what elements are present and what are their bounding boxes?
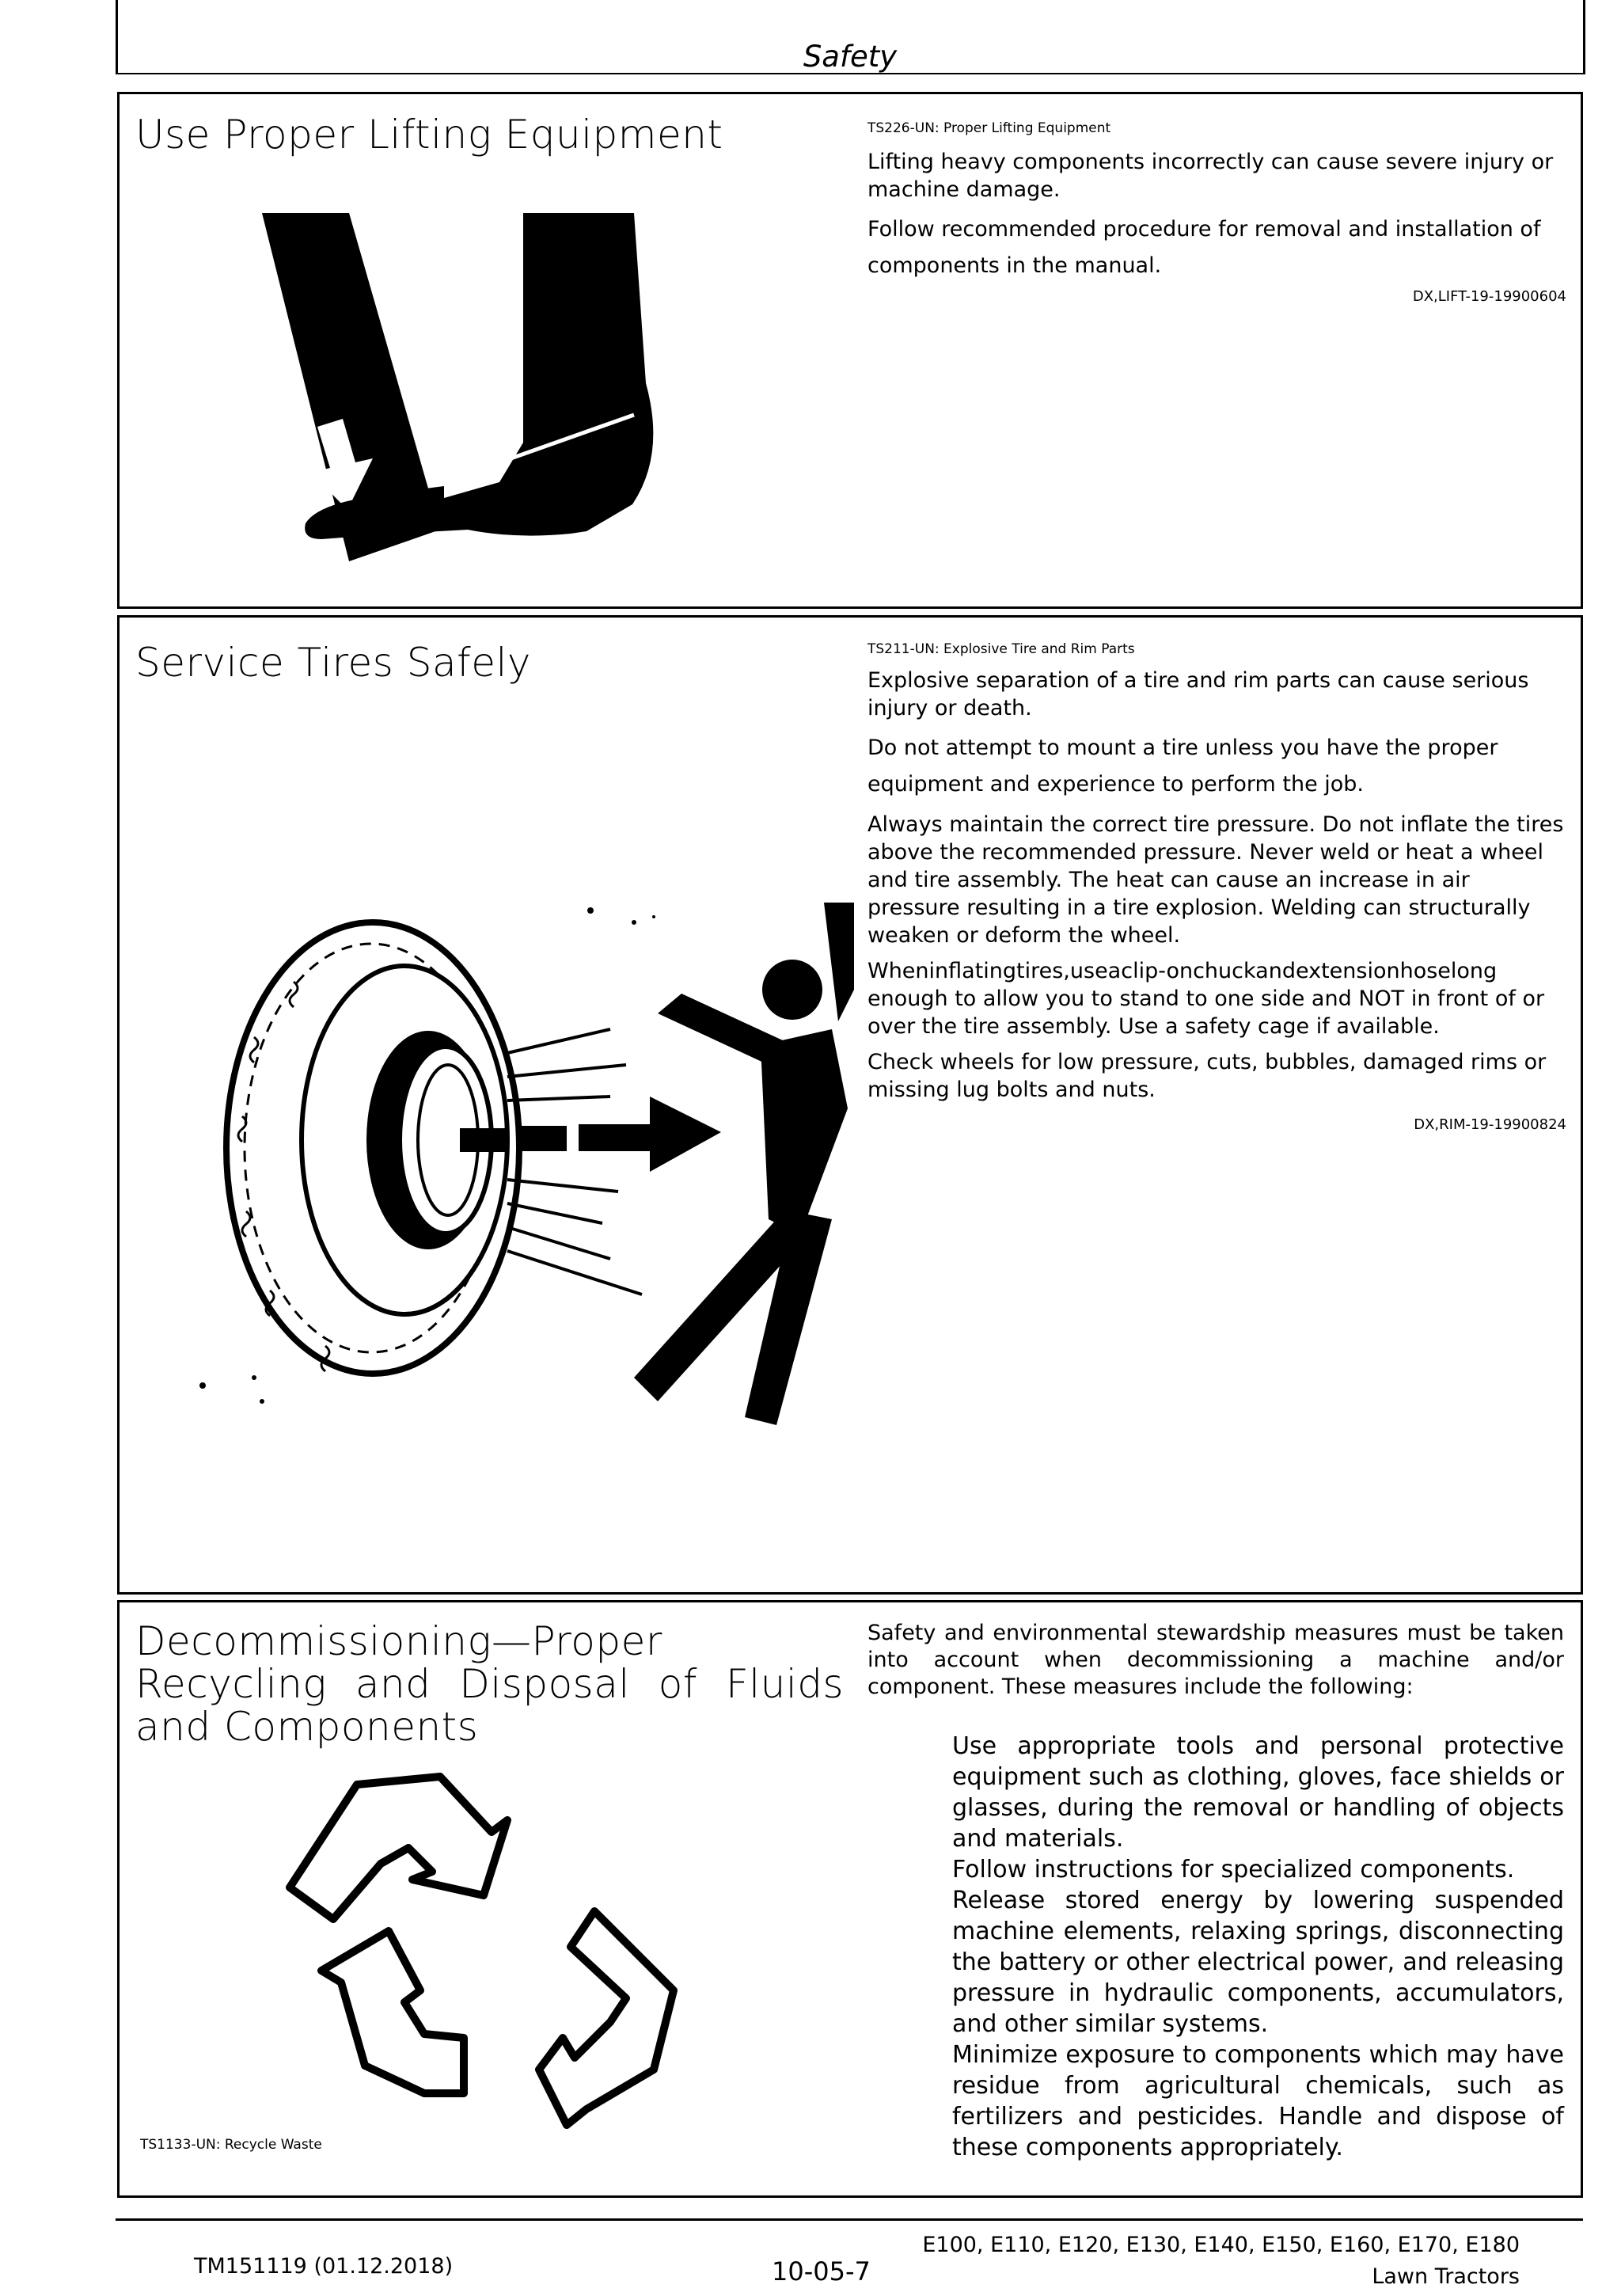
paragraph: Wheninflatingtires,useaclip-onchuckandextensionhoselong enough to allow you to stand to one side and NOT in front of or over the tire assembly. Use a safety cage if available. bbox=[867, 959, 1545, 1039]
paragraph: Do not attempt to mount a tire unless you have the proper equipment and experience to perform the job. bbox=[867, 736, 1498, 796]
tire-explosion-icon bbox=[167, 879, 895, 1449]
list-item: Minimize exposure to components which may have residue from agricultural chemicals, such as fertilizers and pesticides. Handle and dispose of these components appropriately. bbox=[952, 2041, 1564, 2161]
paragraph: Check wheels for low pressure, cuts, bubbles, damaged rims or missing lug bolts and nuts. bbox=[867, 1050, 1547, 1102]
paragraph: Always maintain the correct tire pressure. Do not inflate the tires above the recommended pressure. Never weld or heat a wheel and tire assembly. The heat can cause an increase in air pressure resulting in a tire explosion. Welding can structurally weaken or deform the wheel. bbox=[867, 812, 1564, 948]
section-service-tires bbox=[117, 615, 1583, 1595]
page-number: 10-05-7 bbox=[772, 2256, 871, 2286]
list-item: Use appropriate tools and personal protective equipment such as clothing, gloves, face shields or glasses, during the removal or handling of objects and materials. bbox=[952, 1732, 1564, 1853]
page-header-title: Safety bbox=[803, 40, 898, 74]
paragraph: Explosive separation of a tire and rim parts can cause serious injury or death. bbox=[867, 668, 1529, 720]
decommissioning-list bbox=[952, 1731, 1564, 2163]
section-intro: Safety and environmental stewardship measures must be taken into account when decommissioning a machine and/or component. These measures include the following: bbox=[867, 1621, 1564, 1699]
section-body bbox=[867, 148, 1564, 292]
list-item: Follow instructions for specialized components. bbox=[952, 1856, 1515, 1884]
footer-rule bbox=[116, 2218, 1583, 2221]
list-item: Release stored energy by lowering suspended machine elements, relaxing springs, disconnecting the battery or other electrical power, and releasing pressure in hydraulic components, accumulators, and other similar systems. bbox=[952, 1887, 1564, 2038]
section-title: Decommissioning—Proper Recycling and Disposal of Fluids and Components bbox=[135, 1618, 844, 1750]
figure-caption: TS211-UN: Explosive Tire and Rim Parts bbox=[867, 641, 1135, 657]
section-body bbox=[867, 667, 1564, 1112]
recycle-icon bbox=[254, 1761, 761, 2133]
figure-caption: TS1133-UN: Recycle Waste bbox=[140, 2137, 322, 2153]
section-decommissioning bbox=[117, 1600, 1583, 2198]
paragraph: Lifting heavy components incorrectly can cause severe injury or machine damage. bbox=[867, 150, 1554, 202]
paragraph: Follow recommended procedure for removal and installation of components in the manual. bbox=[867, 217, 1541, 278]
document-reference: DX,RIM-19-19900824 bbox=[1414, 1116, 1566, 1133]
section-title: Use Proper Lifting Equipment bbox=[135, 112, 723, 158]
manual-id: TM151119 (01.12.2018) bbox=[194, 2254, 454, 2279]
document-reference: DX,LIFT-19-19900604 bbox=[1412, 288, 1566, 305]
section-title: Service Tires Safely bbox=[135, 640, 531, 686]
section-lifting-equipment bbox=[117, 92, 1583, 609]
lifting-injury-icon bbox=[254, 213, 729, 664]
model-list: E100, E110, E120, E130, E140, E150, E160, E170, E180 bbox=[922, 2233, 1520, 2257]
figure-caption: TS226-UN: Proper Lifting Equipment bbox=[867, 120, 1111, 136]
product-name: Lawn Tractors bbox=[1372, 2264, 1520, 2289]
